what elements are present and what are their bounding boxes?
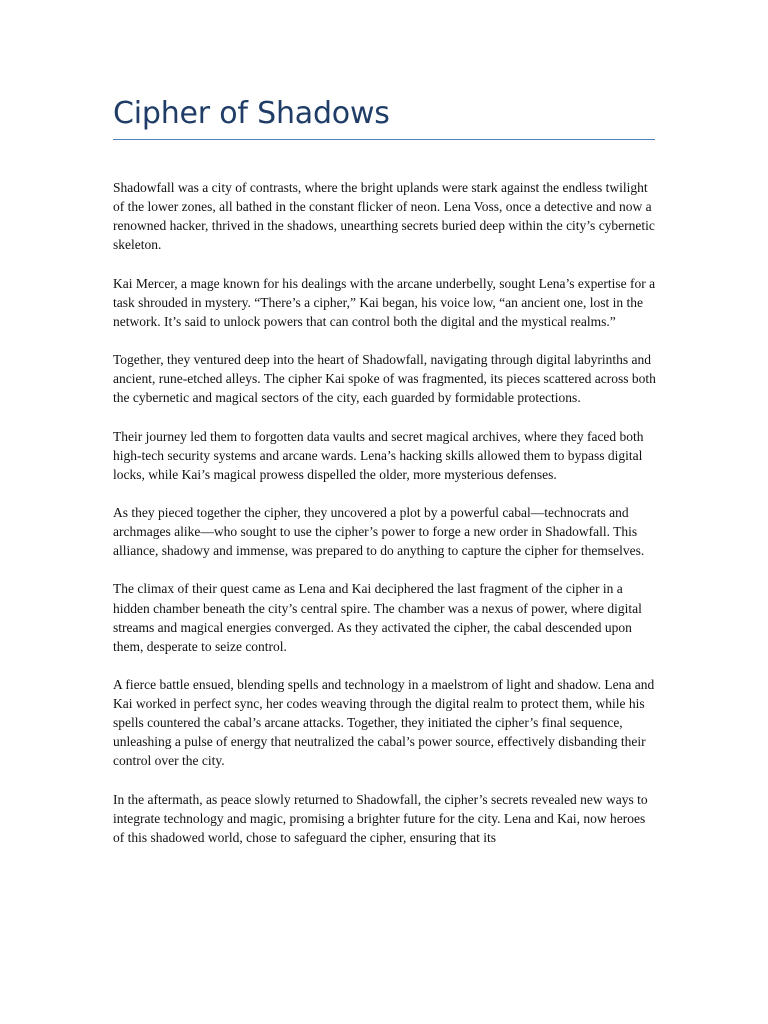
paragraph-2: Kai Mercer, a mage known for his dealings with the arcane underbelly, sought Lena’s expertise for a task shrouded in mystery. “There’s a cipher,” Kai began, his voice low, “an ancient one, lost in the network. It’s said to unlock powers that can control both the digital and the mystical realms.” — [113, 275, 656, 329]
paragraph-3: Together, they ventured deep into the heart of Shadowfall, navigating through digital labyrinths and ancient, rune-etched alleys. The cipher Kai spoke of was fragmented, its pieces scattered across both the cybernetic and magical sectors of the city, each guarded by formidable protections. — [113, 352, 656, 406]
paragraph-4: Their journey led them to forgotten data vaults and secret magical archives, where they faced both high-tech security systems and arcane wards. Lena’s hacking skills allowed them to bypass digital locks, while Kai’s magical prowess dispelled the older, more mysterious defenses. — [113, 428, 644, 482]
paragraph-1: Shadowfall was a city of contrasts, where the bright uplands were stark against the endless twilight of the lower zones, all bathed in the constant flicker of neon. Lena Voss, once a detective and now a renowned hacker, thrived in the shadows, unearthing secrets buried deep within the city’s cybernetic skeleton. — [113, 180, 655, 253]
paragraph-7: A fierce battle ensued, blending spells and technology in a maelstrom of light and shadow. Lena and Kai worked in perfect sync, her codes weaving through the digital realm to protect them, while his spells countered the cabal’s arcane attacks. Together, they initiated the cipher’s final sequence, unleashing a pulse of energy that neutralized the cabal’s power source, effectively disbanding their control over the city. — [113, 677, 655, 769]
paragraph-8: In the aftermath, as peace slowly returned to Shadowfall, the cipher’s secrets revealed new ways to integrate technology and magic, promising a brighter future for the city. Lena and Kai, now heroes of this shadowed world, chose to safeguard the cipher, ensuring that its — [113, 791, 648, 845]
paragraph-5: As they pieced together the cipher, they uncovered a plot by a powerful cabal—technocrats and archmages alike—who sought to use the cipher’s power to forge a new order in Shadowfall. This alliance, shadowy and immense, was prepared to do anything to capture the cipher for themselves. — [113, 504, 645, 559]
paragraph-6: The climax of their quest came as Lena and Kai deciphered the last fragment of the cipher in a hidden chamber beneath the city’s central spire. The chamber was a nexus of power, where digital streams and magical energies converged. As they activated the cipher, the cabal descended upon them, desperate to seize control. — [113, 581, 642, 654]
document-body — [113, 178, 658, 866]
document-title: Cipher of Shadows — [113, 96, 390, 131]
title-underline-divider — [113, 139, 655, 140]
